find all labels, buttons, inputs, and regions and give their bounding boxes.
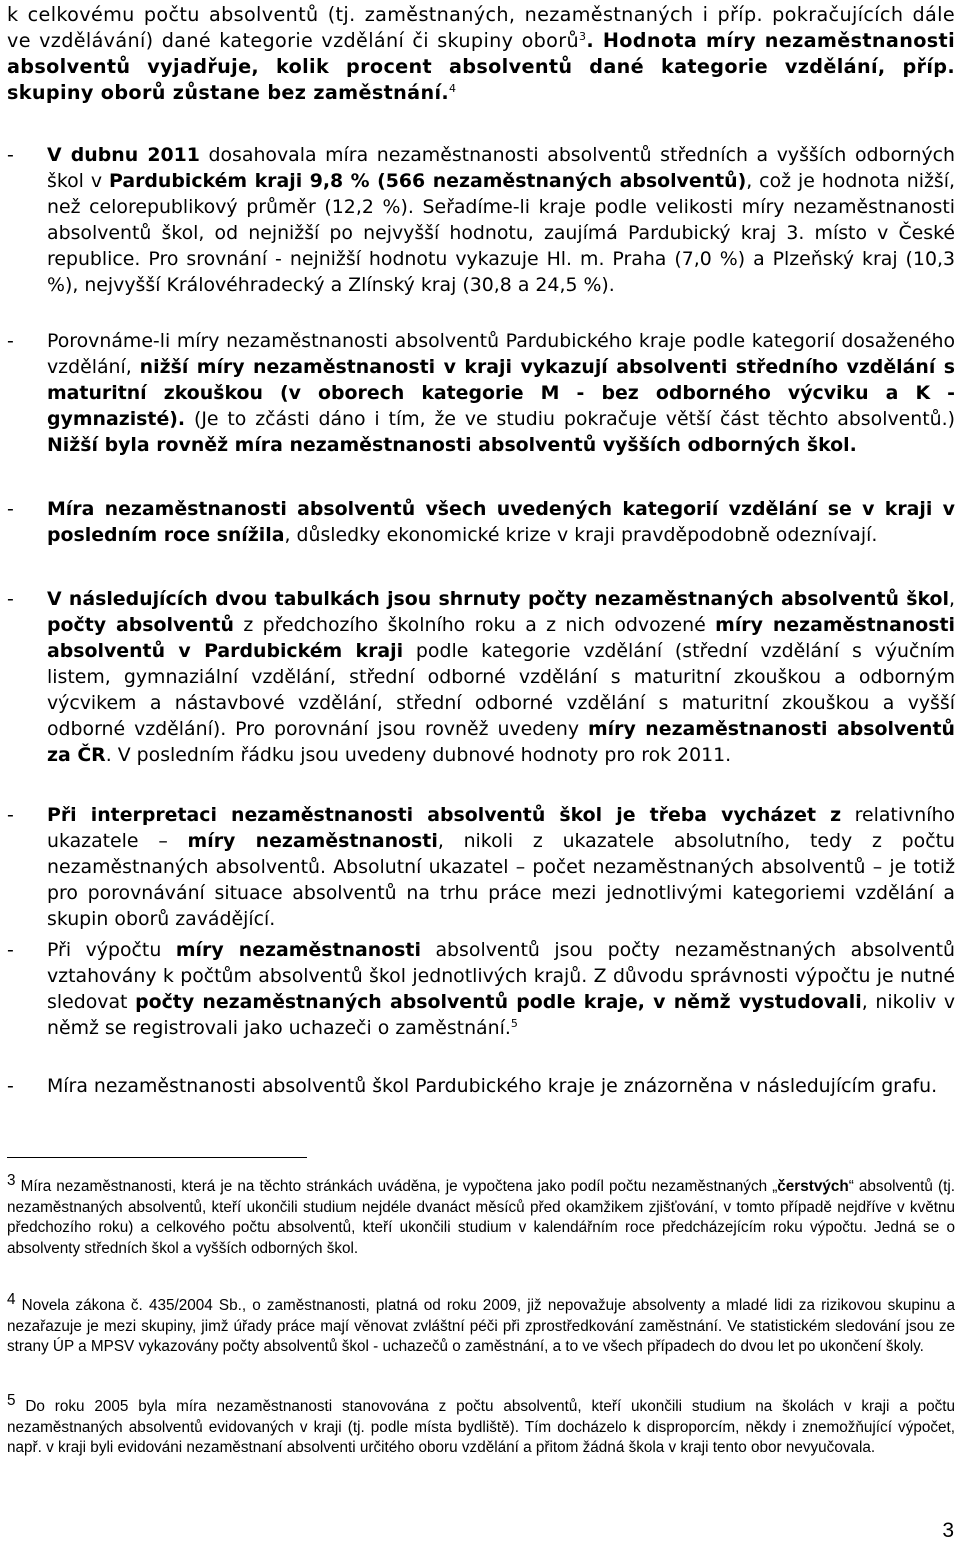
bullet-6-bold-1: míry nezaměstnanosti [175,939,421,961]
intro-paragraph [7,2,955,106]
footnote-3-bold: čerstvých [777,1178,849,1195]
bullet-dash: - [7,804,14,826]
bullet-2-text-1: Porovnáme-li míry nezaměstnanosti absolventů Pardubického kraje podle kategorií dosaženého vzdělání, [47,330,955,378]
bullet-2 [7,328,955,458]
bullet-1-text-1: dosahovala míra nezaměstnanosti absolventů středních a vyšších odborných škol v [47,144,955,192]
bullet-4 [7,586,955,768]
bullet-7 [7,1073,955,1099]
bullet-4-bold-1: V následujících dvou tabulkách jsou shrnuty počty nezaměstnaných absolventů škol [47,588,949,610]
bullet-7-text-1: Míra nezaměstnanosti absolventů škol Pardubického kraje je znázorněna v následujícím grafu. [47,1075,938,1097]
bullet-6 [7,937,955,1041]
page-number: 3 [942,1519,954,1542]
footnote-5-text: Do roku 2005 byla míra nezaměstnanosti stanovována z počtu absolventů, kteří ukončili studium na školách v kraji a počtu nezaměstnaných absolventů evidovaných v kraji (tj. podle místa bydliště). Tím docházelo k disproporcím, někdy i znemožňující výpočet, např. v kraji byli evidováni nezaměstnaní absolventi určitého oboru vzdělání a přitom žádná škola v kraji tento obor nevyučovala. [7,1398,955,1457]
bullet-1-bold-1: V dubnu 2011 [47,144,200,166]
bullet-dash: - [7,330,14,352]
footnote-separator [7,1157,307,1158]
bullet-4-text-1: , [948,588,955,610]
bullet-3 [7,496,955,548]
bullet-6-text-3: , nikoliv v němž se registrovali jako uchazeči o zaměstnání. [47,991,955,1039]
intro-text-2: . Hodnota míry nezaměstnanosti absolventů vyjadřuje, kolik procent absolventů dané kategorie vzdělání, příp. skupiny oborů zůstane bez zaměstnání. [7,29,955,104]
bullet-2-text-2: (Je to zčásti dáno i tím, že ve studiu pokračuje větší část těchto absolventů.) [185,408,955,430]
bullet-4-bold-3: míry nezaměstnanosti absolventů v Pardubickém kraji [47,614,956,662]
footnote-3-text-2: “ absolventů (tj. nezaměstnaných absolventů, kteří ukončili studium nejdéle dvanáct měsíců před okamžikem zjišťování, v tomto případě nejdříve v květnu předchozího roku) a celkového počtu absolventů, kteří ukončili studium v kalendářním roce předcházejícím roku výpočtu. Jedná se o absolventy středních škol a vyšších odborných škol. [7,1178,955,1257]
bullet-dash: - [7,588,14,610]
bullet-4-text-3: podle kategorie vzdělání (střední vzdělání s výučním listem, gymnaziální vzdělání, střední odborné vzdělání s maturitní zkouškou a odborným výcvikem a nástavbové vzdělání, střední odborné vzdělání s maturitní zkouškou a vyšší odborné vzdělání). Pro porovnání jsou rovněž uvedeny [47,640,956,740]
bullet-6-text-2: absolventů jsou počty nezaměstnaných absolventů vztahovány k počtům absolventů škol jednotlivých krajů. Z důvodu správnosti výpočtu je nutné sledovat [47,939,955,1013]
bullet-4-text-2: z předchozího školního roku a z nich odvozené [234,614,716,636]
bullet-6-text-1: Při výpočtu [47,939,176,961]
bullet-5-bold-2: míry nezaměstnanosti [187,830,438,852]
bullet-3-bold-1: Míra nezaměstnanosti absolventů všech uvedených kategorií vzdělání se v kraji v posledním roce snížila [47,498,955,546]
footnote-ref-5[interactable]: 5 [510,1017,518,1030]
bullet-dash: - [7,1075,14,1097]
bullet-1 [7,142,955,298]
footnote-ref-4[interactable]: 4 [449,82,457,95]
bullet-5 [7,802,955,932]
bullet-dash: - [7,939,14,961]
bullet-dash: - [7,144,14,166]
footnote-number: 3 [7,1172,16,1189]
footnote-4-text: Novela zákona č. 435/2004 Sb., o zaměstnanosti, platná od roku 2009, již nepovažuje absolventy a mladé lidi za rizikovou skupinu a nezařazuje je mezi skupiny, jimž úřady práce mají věnovat zvláštní péči při zprostředkování zaměstnání. Ve statistickém sledování jsou ze strany ÚP a MPSV vykazovány počty absolventů škol - uchazečů o zaměstnání, a to ve všech případech do dvou let po ukončení školy. [7,1297,955,1356]
footnote-ref-3[interactable]: 3 [579,30,587,43]
bullet-4-bold-4: míry nezaměstnanosti absolventů za ČR [47,718,955,766]
bullet-3-text-1: , důsledky ekonomické krize v kraji pravděpodobně odeznívají. [284,524,878,546]
footnote-4 [7,1291,955,1358]
bullet-1-text-2: , což je hodnota nižší, než celorepublikový průměr (12,2 %). Seřadíme-li kraje podle velikosti míry nezaměstnanosti absolventů škol, od nejnižší po nejvyšší hodnotu, zaujímá Pardubický kraj 3. místo v České republice. Pro srovnání - nejnižší hodnotu vykazuje Hl. m. Praha (7,0 %) a Plzeňský kraj (10,3 %), nejvyšší Královéhradecký a Zlínský kraj (30,8 a 24,5 %). [47,170,955,296]
bullet-2-bold-1: nižší míry nezaměstnanosti v kraji vykazují absolventi středního vzdělání s maturitní zkouškou (v oborech kategorie M - bez odborného výcviku a K - gymnazisté). [47,356,955,430]
bullet-dash: - [7,498,14,520]
footnote-number: 5 [7,1392,16,1409]
bullet-4-bold-2: počty absolventů [47,614,234,636]
footnote-3 [7,1172,955,1259]
bullet-1-bold-2: Pardubickém kraji 9,8 % (566 nezaměstnaných absolventů) [108,170,747,192]
footnote-3-text-1: Míra nezaměstnanosti, která je na těchto stránkách uváděna, je vypočtena jako podíl počtu nezaměstnaných „ [15,1178,778,1195]
bullet-4-text-4: . V posledním řádku jsou uvedeny dubnové hodnoty pro rok 2011. [105,744,732,766]
bullet-5-bold-1: Při interpretaci nezaměstnanosti absolventů škol je třeba vycházet z [47,804,842,826]
footnote-5 [7,1392,955,1459]
bullet-2-bold-2: Nižší byla rovněž míra nezaměstnanosti absolventů vyšších odborných škol. [47,434,857,456]
footnote-number: 4 [7,1291,16,1308]
bullet-5-text-1: relativního ukazatele – [47,804,956,852]
bullet-6-bold-2: počty nezaměstnaných absolventů podle kraje, v němž vystudovali [135,991,862,1013]
bullet-5-text-2: , nikoli z ukazatele absolutního, tedy z počtu nezaměstnaných absolventů. Absolutní ukazatel – počet nezaměstnaných absolventů – je totiž pro porovnávání situace absolventů na trhu práce mezi jednotlivými kategoriemi vzdělání a skupin oborů zavádějící. [47,830,955,930]
intro-text-1: k celkovému počtu absolventů (tj. zaměstnaných, nezaměstnaných i příp. pokračujících dále ve vzdělávání) dané kategorie vzdělání či skupiny oborů [7,3,955,52]
